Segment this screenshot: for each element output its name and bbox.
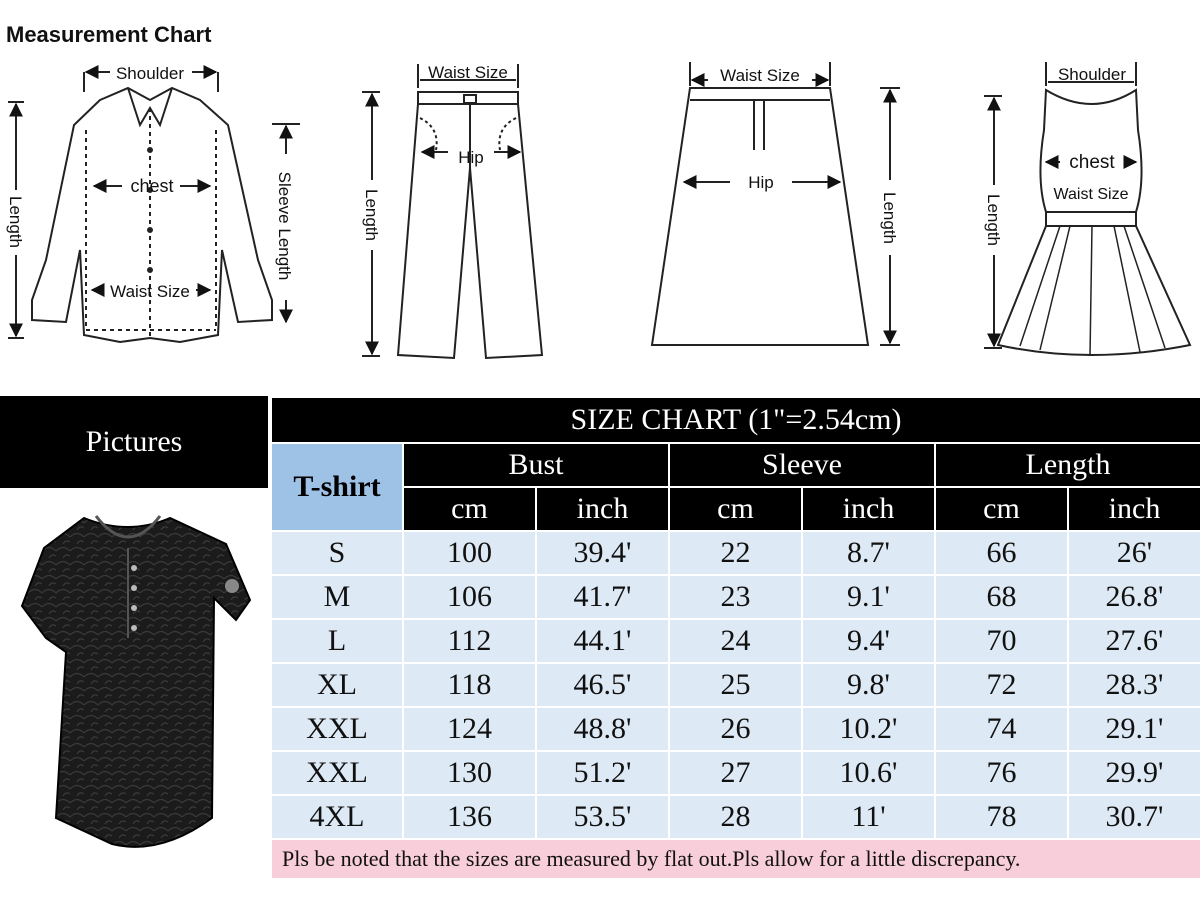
measurement-cell: 130 <box>403 751 536 795</box>
tshirt-photo <box>0 488 268 896</box>
measurement-cell: 9.4' <box>802 619 935 663</box>
measurement-cell: 39.4' <box>536 531 669 575</box>
measurement-cell: 41.7' <box>536 575 669 619</box>
table-row <box>271 663 1200 707</box>
tshirt-corner-cell: T-shirt <box>271 443 403 531</box>
measurement-cell: 9.8' <box>802 663 935 707</box>
pants-waist-label: Waist Size <box>428 63 508 82</box>
measurement-cell: 25 <box>669 663 802 707</box>
dress-chest-label: chest <box>1069 152 1115 173</box>
measurement-cell: 44.1' <box>536 619 669 663</box>
measurement-cell: 29.1' <box>1068 707 1200 751</box>
measurement-cell: 112 <box>403 619 536 663</box>
measurement-cell: 53.5' <box>536 795 669 839</box>
size-label-cell: 4XL <box>271 795 403 839</box>
unit-header: cm <box>669 487 802 531</box>
size-chart-table <box>270 396 1200 880</box>
measurement-cell: 48.8' <box>536 707 669 751</box>
dress-diagram <box>984 62 1190 356</box>
measurement-diagrams <box>0 0 1200 390</box>
unit-header: cm <box>935 487 1068 531</box>
skirt-hip-label: Hip <box>748 173 774 192</box>
shirt-shoulder-label: Shoulder <box>115 64 185 83</box>
table-row <box>271 575 1200 619</box>
measurement-cell: 70 <box>935 619 1068 663</box>
size-label-cell: S <box>271 531 403 575</box>
size-label-cell: XXL <box>271 751 403 795</box>
measurement-cell: 46.5' <box>536 663 669 707</box>
page-title: Measurement Chart <box>6 22 212 47</box>
bust-header: Bust <box>403 443 669 487</box>
measurement-cell: 22 <box>669 531 802 575</box>
measurement-cell: 27 <box>669 751 802 795</box>
pants-length-label: Length <box>362 189 381 241</box>
measurement-cell: 78 <box>935 795 1068 839</box>
measurement-cell: 24 <box>669 619 802 663</box>
shirt-waist-label: Waist Size <box>110 282 190 301</box>
unit-header: inch <box>802 487 935 531</box>
measurement-cell: 9.1' <box>802 575 935 619</box>
pants-diagram <box>362 64 542 358</box>
unit-header: cm <box>403 487 536 531</box>
measurement-note: Pls be noted that the sizes are measured by flat out.Pls allow for a little discrepancy. <box>271 839 1200 879</box>
measurement-cell: 28.3' <box>1068 663 1200 707</box>
dress-shoulder-label: Shoulder <box>1057 65 1127 84</box>
measurement-cell: 11' <box>802 795 935 839</box>
dress-length-label: Length <box>984 194 1003 246</box>
measurement-cell: 28 <box>669 795 802 839</box>
measurement-cell: 124 <box>403 707 536 751</box>
shirt-length-label: Length <box>6 196 25 248</box>
shirt-sleeve-label: Sleeve Length <box>275 171 294 281</box>
table-row <box>271 531 1200 575</box>
size-label-cell: L <box>271 619 403 663</box>
product-picture-cell <box>0 488 268 896</box>
measurement-cell: 10.2' <box>802 707 935 751</box>
table-row <box>271 795 1200 839</box>
size-chart-title: SIZE CHART (1"=2.54cm) <box>271 397 1200 443</box>
measurement-cell: 68 <box>935 575 1068 619</box>
sleeve-header: Sleeve <box>669 443 935 487</box>
size-label-cell: XL <box>271 663 403 707</box>
measurement-cell: 76 <box>935 751 1068 795</box>
shirt-diagram <box>8 72 300 342</box>
size-label-cell: M <box>271 575 403 619</box>
measurement-cell: 8.7' <box>802 531 935 575</box>
skirt-waist-label: Waist Size <box>720 66 800 85</box>
unit-header: inch <box>536 487 669 531</box>
measurement-cell: 118 <box>403 663 536 707</box>
measurement-cell: 26 <box>669 707 802 751</box>
table-row <box>271 707 1200 751</box>
table-row <box>271 751 1200 795</box>
measurement-cell: 23 <box>669 575 802 619</box>
measurement-cell: 26.8' <box>1068 575 1200 619</box>
dress-waist-label: Waist Size <box>1053 186 1129 203</box>
shirt-chest-label: chest <box>130 176 174 196</box>
measurement-cell: 51.2' <box>536 751 669 795</box>
measurement-cell: 106 <box>403 575 536 619</box>
skirt-length-label: Length <box>880 192 899 244</box>
measurement-cell: 100 <box>403 531 536 575</box>
unit-header: inch <box>1068 487 1200 531</box>
measurement-cell: 72 <box>935 663 1068 707</box>
measurement-cell: 74 <box>935 707 1068 751</box>
table-row <box>271 619 1200 663</box>
measurement-cell: 26' <box>1068 531 1200 575</box>
measurement-cell: 66 <box>935 531 1068 575</box>
measurement-cell: 29.9' <box>1068 751 1200 795</box>
measurement-cell: 30.7' <box>1068 795 1200 839</box>
measurement-cell: 136 <box>403 795 536 839</box>
measurement-cell: 10.6' <box>802 751 935 795</box>
pictures-header: Pictures <box>0 396 268 488</box>
pants-hip-label: Hip <box>458 148 484 167</box>
skirt-diagram <box>652 62 900 345</box>
size-label-cell: XXL <box>271 707 403 751</box>
measurement-cell: 27.6' <box>1068 619 1200 663</box>
length-header: Length <box>935 443 1200 487</box>
